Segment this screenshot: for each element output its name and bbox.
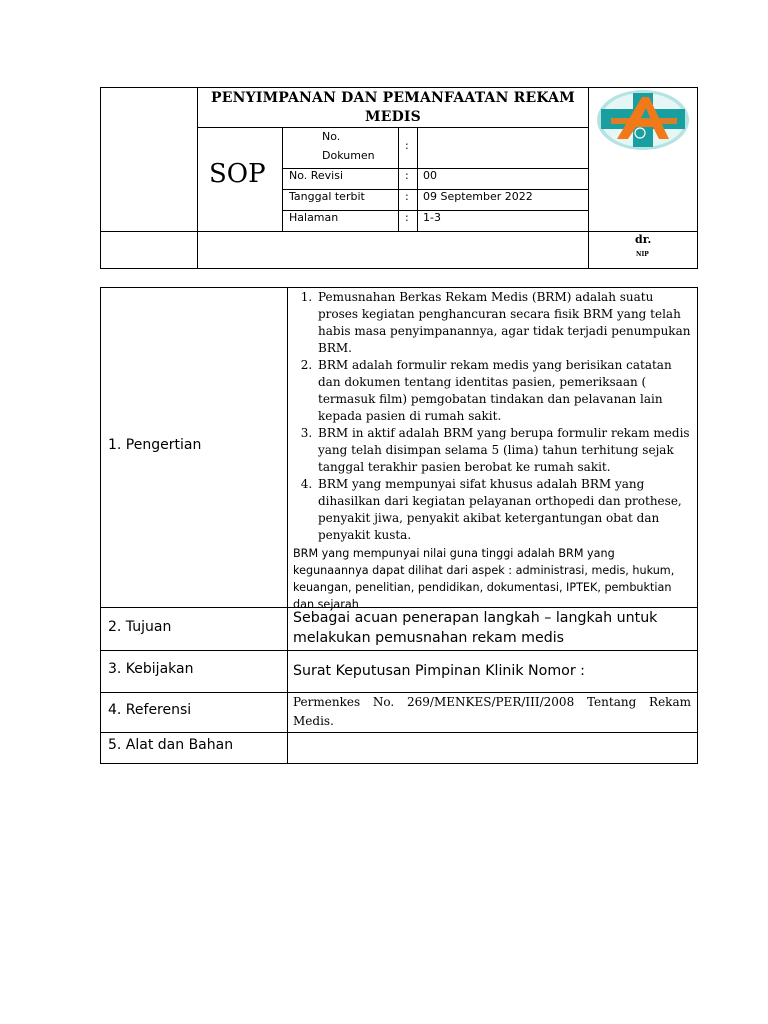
pengertian-list <box>290 289 695 544</box>
list-item: 2. BRM adalah formulir rekam medis yang berisikan catatan dan dokumen tentang identitas pasien, pemeriksaan ( termasuk film) pemgobatan tindakan dan pelavanan lain kepada pasien di rumah sakit. <box>316 357 695 425</box>
row-label-referensi: 4. Referensi <box>108 702 192 718</box>
meta-value-tanggal: 09 September 2022 <box>423 190 533 203</box>
meta-label-tanggal-terbit: Tanggal terbit <box>289 190 365 203</box>
signature-id: NIP <box>636 251 649 258</box>
meta-label-no-dokumen <box>322 127 375 165</box>
pengertian-content <box>290 289 695 613</box>
pengertian-extra-paragraph: BRM yang mempunyai nilai guna tinggi adalah BRM yang kegunaannya dapat dilihat dari aspek : administrasi, medis, hukum, keuangan, penelitian, pendidikan, dokumentasi, IPTEK, pembuktian dan sejarah <box>293 547 675 611</box>
meta-sep: : <box>405 169 409 182</box>
meta-label-halaman: Halaman <box>289 211 339 224</box>
list-item: 4. BRM yang mempunyai sifat khusus adalah BRM yang dihasilkan dari kegiatan pelayanan orthopedi dan prothese, penyakit jiwa, penyakit akibat ketergantungan obat dan penyakit kusta. <box>316 476 695 544</box>
signature-name: dr. <box>635 233 652 246</box>
tujuan-text: Sebagai acuan penerapan langkah – langkah untuk melakukan pemusnahan rekam medis <box>293 610 658 646</box>
meta-sep: : <box>405 190 409 203</box>
row-label-kebijakan: 3. Kebijakan <box>108 661 194 677</box>
referensi-text: Permenkes No. 269/MENKES/PER/III/2008 Tentang Rekam Medis. <box>293 695 691 728</box>
meta-value-halaman: 1-3 <box>423 211 441 224</box>
row-label-alat-dan-bahan: 5. Alat dan Bahan <box>108 737 234 753</box>
meta-label-no-revisi: No. Revisi <box>289 169 344 182</box>
list-item: 1. Pemusnahan Berkas Rekam Medis (BRM) adalah suatu proses kegiatan penghancuran secara fisik BRM yang telah habis masa penyimpanannya, agar tidak terjadi penumpukan BRM. <box>316 289 695 357</box>
meta-value-revisi: 00 <box>423 169 437 182</box>
meta-sep: : <box>405 139 409 152</box>
clinic-cross-logo <box>595 89 691 151</box>
meta-sep: : <box>405 211 409 224</box>
list-item: 3. BRM in aktif adalah BRM yang berupa formulir rekam medis yang telah disimpan selama 5 (lima) tahun terhitung sejak tanggal terakhir pasien berobat ke rumah sakit. <box>316 425 695 476</box>
meta-label-line: Dokumen <box>322 149 375 162</box>
row-label-pengertian: 1. Pengertian <box>108 437 202 453</box>
kebijakan-text: Surat Keputusan Pimpinan Klinik Nomor : <box>293 663 585 679</box>
sop-label: SOP <box>209 159 266 189</box>
row-label-tujuan: 2. Tujuan <box>108 619 172 635</box>
document-title: PENYIMPANAN DAN PEMANFAATAN REKAM MEDIS <box>211 90 575 125</box>
meta-label-line: No. <box>322 130 341 143</box>
